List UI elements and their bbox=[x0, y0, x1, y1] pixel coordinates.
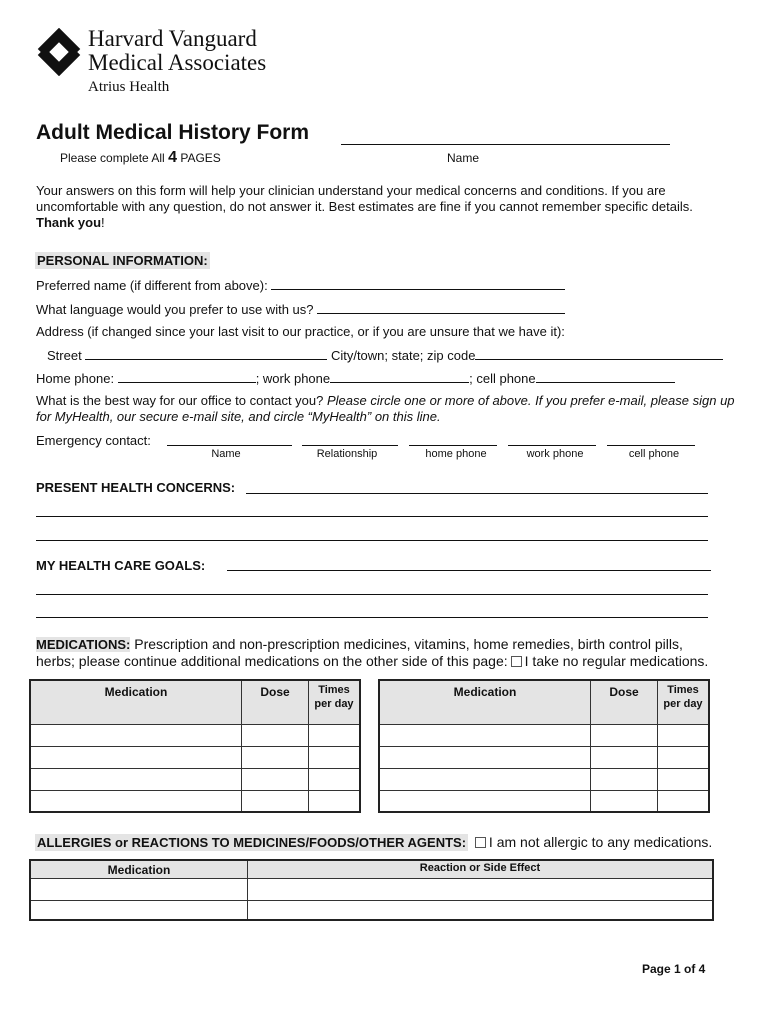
personal-info-heading: PERSONAL INFORMATION: bbox=[37, 253, 208, 268]
times-cell[interactable] bbox=[658, 724, 710, 746]
home-phone-label: Home phone: bbox=[36, 371, 115, 386]
intro-text: Your answers on this form will help your clinician understand your medical concerns and conditions. If you are uncomfortable with any question, do not answer it. Best estimates are fine if you cannot remember specific details. bbox=[36, 183, 693, 214]
emergency-label-cell-phone: cell phone bbox=[628, 448, 680, 460]
table-row bbox=[30, 768, 360, 790]
medications-intro bbox=[36, 636, 756, 670]
allergy-med-cell[interactable] bbox=[30, 878, 248, 900]
table-row bbox=[30, 790, 360, 812]
intro-thanks: Thank you bbox=[36, 215, 102, 230]
times-cell[interactable] bbox=[658, 768, 710, 790]
city-field[interactable] bbox=[475, 347, 723, 360]
medications-table-left bbox=[29, 679, 361, 813]
preferred-name-row bbox=[36, 277, 565, 293]
complete-prefix: Please complete All bbox=[60, 151, 165, 165]
language-field[interactable] bbox=[317, 301, 565, 314]
language-row bbox=[36, 301, 565, 317]
not-allergic-label: I am not allergic to any medications. bbox=[488, 834, 713, 850]
contact-instructions: Please circle one or more of above. If you prefer e-mail, please sign up for MyHealth, our secure e-mail site, and circle “MyHealth” on this line. bbox=[36, 393, 735, 424]
table-row bbox=[379, 746, 709, 768]
preferred-name-field[interactable] bbox=[271, 277, 565, 290]
concerns-line-2[interactable] bbox=[36, 516, 708, 517]
complete-suffix: PAGES bbox=[180, 151, 221, 165]
logo-line-1: Harvard Vanguard bbox=[88, 26, 257, 51]
times-cell[interactable] bbox=[309, 724, 361, 746]
emergency-contact-label: Emergency contact: bbox=[36, 433, 151, 448]
dose-cell[interactable] bbox=[242, 768, 309, 790]
allergies-heading: ALLERGIES or REACTIONS TO MEDICINES/FOODS/OTHER AGENTS: bbox=[37, 835, 467, 850]
cell-phone-field[interactable] bbox=[536, 370, 675, 383]
med-cell[interactable] bbox=[30, 790, 242, 812]
table-row bbox=[379, 790, 709, 812]
complete-pages-number: 4 bbox=[168, 149, 177, 166]
allergies-row bbox=[35, 834, 712, 850]
medications-heading: MEDICATIONS: bbox=[36, 637, 131, 652]
table-row bbox=[30, 878, 713, 900]
intro-paragraph bbox=[36, 183, 736, 231]
reaction-col-header: Reaction or Side Effect bbox=[248, 860, 714, 878]
dose-cell[interactable] bbox=[242, 790, 309, 812]
preferred-name-label: Preferred name (if different from above): bbox=[36, 278, 268, 293]
medications-text-2: herbs; please continue additional medications on the other side of this page: bbox=[36, 653, 508, 669]
no-medications-label: I take no regular medications. bbox=[524, 653, 709, 669]
table-row bbox=[30, 724, 360, 746]
concerns-line-1[interactable] bbox=[246, 493, 708, 494]
emergency-relationship-field[interactable] bbox=[302, 445, 398, 446]
street-label: Street bbox=[47, 348, 82, 363]
reaction-cell[interactable] bbox=[248, 900, 714, 920]
work-phone-field[interactable] bbox=[330, 370, 469, 383]
name-field-line[interactable] bbox=[341, 144, 670, 145]
allergy-med-cell[interactable] bbox=[30, 900, 248, 920]
contact-question: What is the best way for our office to contact you? bbox=[36, 393, 324, 408]
concerns-line-3[interactable] bbox=[36, 540, 708, 541]
home-phone-field[interactable] bbox=[118, 370, 256, 383]
emergency-name-field[interactable] bbox=[167, 445, 292, 446]
dose-col-header-right: Dose bbox=[591, 680, 658, 724]
med-cell[interactable] bbox=[379, 768, 591, 790]
cell-phone-label: ; cell phone bbox=[469, 371, 536, 386]
medications-text-1: Prescription and non-prescription medicines, vitamins, home remedies, birth control pills, bbox=[134, 636, 683, 652]
concerns-heading: PRESENT HEALTH CONCERNS: bbox=[36, 480, 236, 495]
page-number: Page 1 of 4 bbox=[642, 962, 706, 976]
city-label: City/town; state; zip code bbox=[330, 348, 476, 363]
logo-line-2: Medical Associates bbox=[88, 50, 267, 75]
dose-col-header: Dose bbox=[242, 680, 309, 724]
times-cell[interactable] bbox=[309, 790, 361, 812]
contact-method-paragraph bbox=[36, 393, 736, 425]
dose-cell[interactable] bbox=[591, 746, 658, 768]
goals-line-3[interactable] bbox=[36, 617, 708, 618]
logo bbox=[34, 26, 294, 98]
med-col-header: Medication bbox=[30, 680, 242, 724]
emergency-work-phone-field[interactable] bbox=[508, 445, 596, 446]
med-cell[interactable] bbox=[379, 746, 591, 768]
phone-row bbox=[36, 370, 675, 386]
goals-heading: MY HEALTH CARE GOALS: bbox=[36, 558, 206, 573]
emergency-cell-phone-field[interactable] bbox=[607, 445, 695, 446]
allergies-table bbox=[29, 859, 714, 921]
dose-cell[interactable] bbox=[591, 790, 658, 812]
emergency-label-relationship: Relationship bbox=[316, 448, 378, 460]
goals-line-2[interactable] bbox=[36, 594, 708, 595]
table-row bbox=[379, 724, 709, 746]
emergency-label-name: Name bbox=[211, 448, 241, 460]
complete-pages-note bbox=[60, 149, 221, 167]
page-title: Adult Medical History Form bbox=[36, 121, 310, 144]
times-col-header-right: Times per day bbox=[658, 680, 710, 724]
dose-cell[interactable] bbox=[242, 724, 309, 746]
times-cell[interactable] bbox=[658, 746, 710, 768]
times-col-header: Times per day bbox=[309, 680, 361, 724]
emergency-home-phone-field[interactable] bbox=[409, 445, 497, 446]
street-row bbox=[47, 347, 723, 363]
med-cell[interactable] bbox=[379, 724, 591, 746]
med-col-header-right: Medication bbox=[379, 680, 591, 724]
times-cell[interactable] bbox=[309, 768, 361, 790]
table-row bbox=[30, 900, 713, 920]
med-cell[interactable] bbox=[379, 790, 591, 812]
goals-line-1[interactable] bbox=[227, 570, 711, 571]
table-row bbox=[379, 768, 709, 790]
dose-cell[interactable] bbox=[242, 746, 309, 768]
medications-table-right bbox=[378, 679, 710, 813]
dose-cell[interactable] bbox=[591, 724, 658, 746]
street-field[interactable] bbox=[85, 347, 327, 360]
times-cell[interactable] bbox=[658, 790, 710, 812]
work-phone-label: ; work phone bbox=[255, 371, 331, 386]
reaction-cell[interactable] bbox=[248, 878, 714, 900]
no-medications-checkbox[interactable] bbox=[511, 656, 522, 667]
not-allergic-checkbox[interactable] bbox=[475, 837, 486, 848]
intro-thanks-end: ! bbox=[101, 215, 105, 230]
address-label: Address (if changed since your last visit to our practice, or if you are unsure that we have it): bbox=[36, 324, 565, 339]
emergency-label-home-phone: home phone bbox=[425, 448, 487, 460]
language-label: What language would you prefer to use with us? bbox=[36, 302, 314, 317]
med-cell[interactable] bbox=[30, 746, 242, 768]
times-cell[interactable] bbox=[309, 746, 361, 768]
logo-line-3: Atrius Health bbox=[88, 79, 170, 95]
med-cell[interactable] bbox=[30, 768, 242, 790]
dose-cell[interactable] bbox=[591, 768, 658, 790]
harvard-vanguard-logo-icon bbox=[36, 28, 82, 76]
emergency-label-work-phone: work phone bbox=[526, 448, 584, 460]
table-row bbox=[30, 746, 360, 768]
allergy-med-col-header: Medication bbox=[30, 860, 248, 878]
name-label: Name bbox=[447, 151, 480, 165]
med-cell[interactable] bbox=[30, 724, 242, 746]
